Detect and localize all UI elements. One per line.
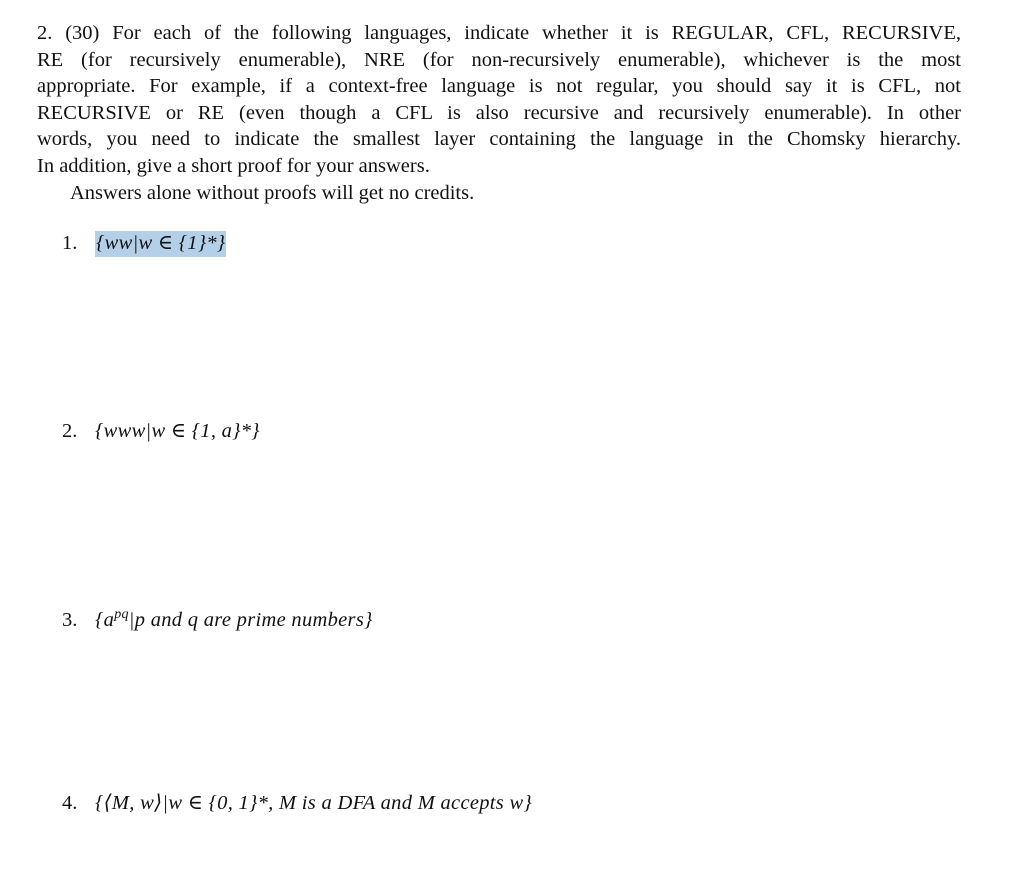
language-item-1 [62,230,226,256]
credit-note: Answers alone without proofs will get no credits. [70,182,475,204]
item-expression [95,609,372,631]
item-expression: {⟨M, w⟩|w ∈ {0, 1}*, M is a DFA and M accepts w} [95,792,532,814]
expression-suffix: |p and q are prime numbers} [128,608,373,631]
item-number: 4. [62,792,78,814]
language-item-2 [62,418,260,444]
language-item-4 [62,790,532,816]
problem-line-1: 2. (30) For each of the following languages, indicate whether it is REGULAR, CFL, RECURSIVE, [37,22,961,44]
item-number: 2. [62,420,78,442]
expression-prefix: {a [95,608,115,631]
item-number: 1. [62,232,78,254]
language-item-3 [62,602,373,633]
problem-line-2: RE (for recursively enumerable), NRE (for non-recursively enumerable), whichever is the most [37,48,961,71]
problem-line-3: appropriate. For example, if a context-free language is not regular, you should say it is CFL, not [37,75,961,98]
item-expression: {www|w ∈ {1, a}*} [95,420,260,442]
problem-line-6: In addition, give a short proof for your answers. [37,154,430,177]
item-expression-highlighted[interactable]: {ww|w ∈ {1}*} [95,231,226,257]
problem-line-4: RECURSIVE or RE (even though a CFL is also recursive and recursively enumerable). In other [37,101,961,124]
item-number: 3. [62,608,78,631]
expression-superscript: pq [114,607,129,622]
problem-statement [37,20,961,180]
problem-line-5: words, you need to indicate the smallest layer containing the language in the Chomsky hierarchy. [37,128,961,151]
